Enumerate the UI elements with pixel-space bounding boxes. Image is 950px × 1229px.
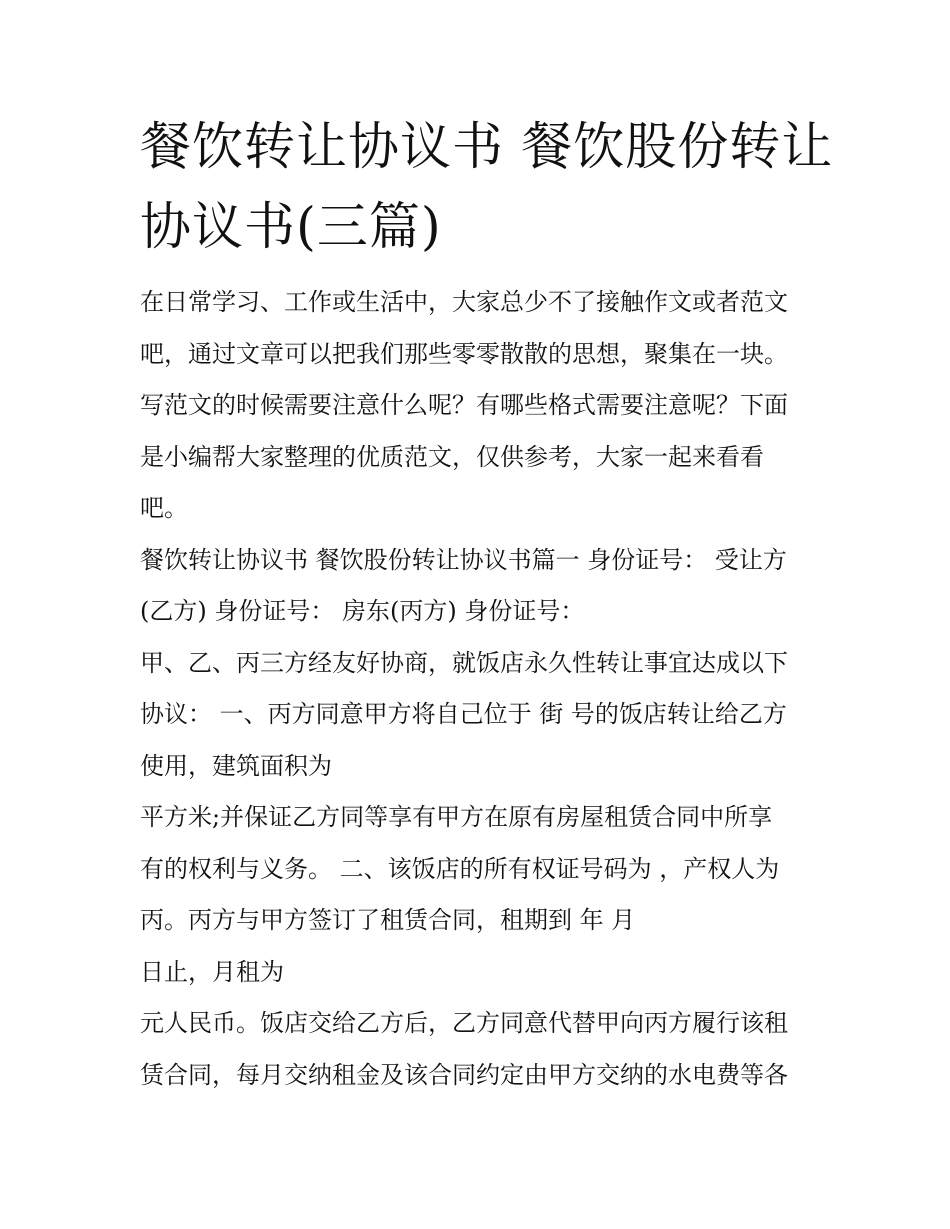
- body-line: 在日常学习、工作或生活中，大家总少不了接触作文或者范文: [140, 288, 788, 316]
- body-line: 日止，月租为: [140, 957, 284, 986]
- body-line: 协议： 一、丙方同意甲方将自己位于 街 号的饭店转让给乙方: [140, 700, 787, 728]
- body-line: 写范文的时候需要注意什么呢？有哪些格式需要注意呢？下面: [140, 391, 788, 419]
- body-line: 甲、乙、丙三方经友好协商，就饭店永久性转让事宜达成以下: [140, 648, 788, 677]
- body-line: (乙方) 身份证号： 房东(丙方) 身份证号：: [140, 597, 585, 625]
- body-line: 是小编帮大家整理的优质范文，仅供参考，大家一起来看看: [140, 442, 764, 471]
- document-body: [140, 277, 840, 1101]
- body-line: 平方米;并保证乙方同等享有甲方在原有房屋租赁合同中所享: [140, 803, 773, 831]
- body-line: 餐饮转让协议书 餐饮股份转让协议书篇一 身份证号： 受让方: [140, 545, 787, 574]
- body-line: 有的权利与义务。 二、该饭店的所有权证号码为 ，产权人为: [140, 854, 780, 883]
- body-line: 使用，建筑面积为: [140, 751, 332, 780]
- body-line: 吧。: [140, 494, 188, 522]
- body-line: 吧，通过文章可以把我们那些零零散散的思想，聚集在一块。: [140, 339, 788, 368]
- title-line: 餐饮转让协议书 餐饮股份转让: [140, 118, 834, 177]
- title-line: 协议书(三篇): [140, 198, 442, 257]
- document-title: [140, 108, 840, 268]
- body-line: 丙。丙方与甲方签订了租赁合同，租期到 年 月: [140, 906, 636, 934]
- body-line: 赁合同，每月交纳租金及该合同约定由甲方交纳的水电费等各: [140, 1060, 788, 1089]
- body-line: 元人民币。饭店交给乙方后，乙方同意代替甲向丙方履行该租: [140, 1009, 788, 1037]
